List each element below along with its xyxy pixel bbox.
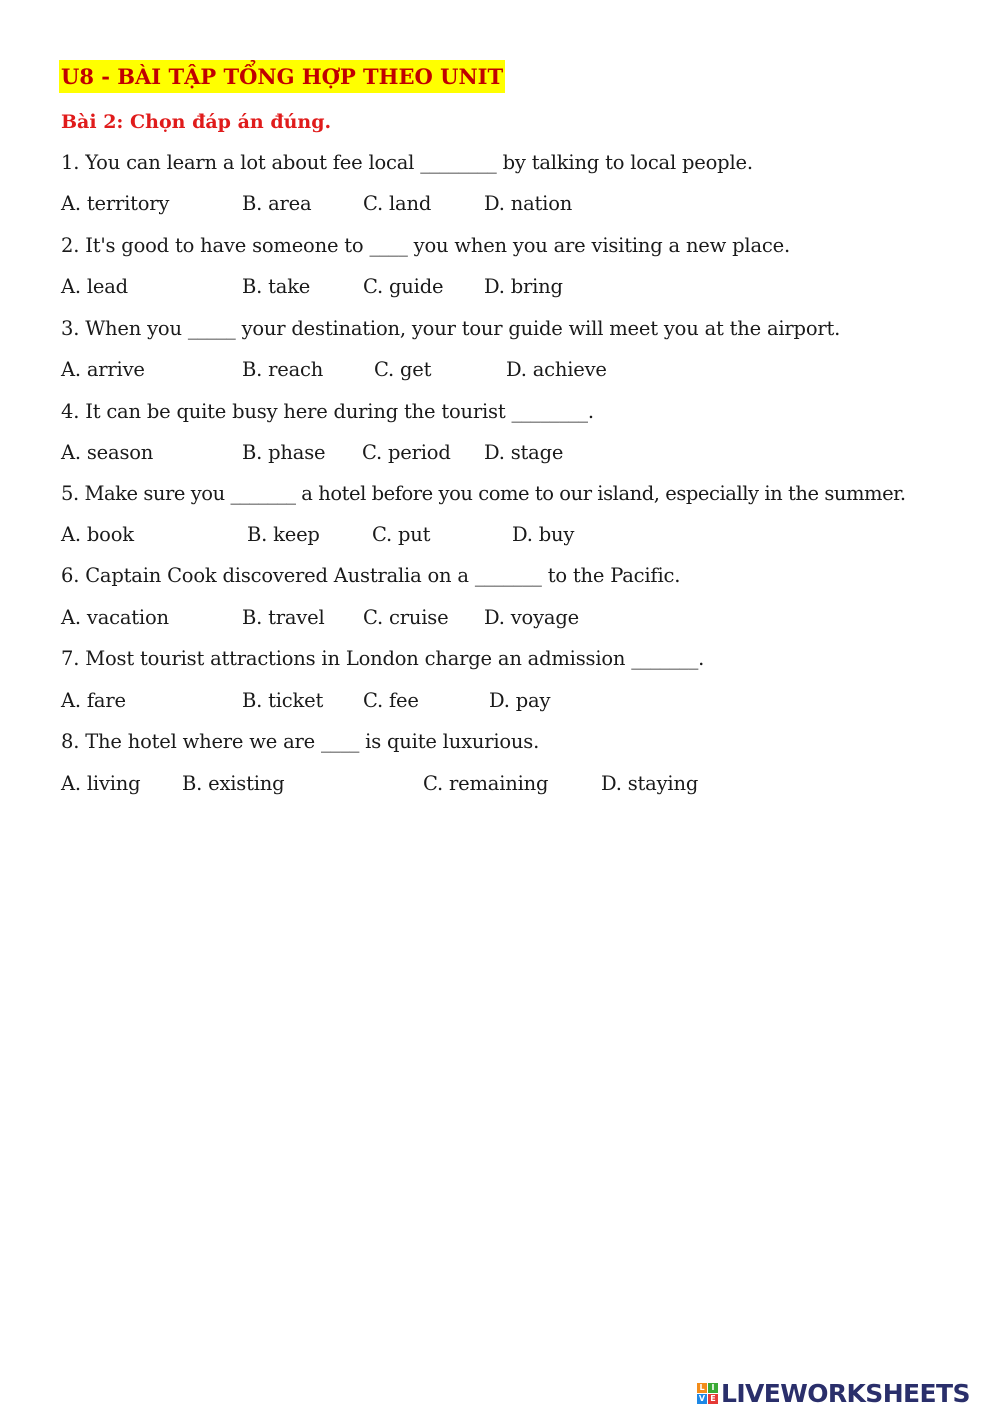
logo-text: LIVEWORKSHEETS xyxy=(721,1378,970,1408)
q6-option-b: B. travel xyxy=(242,606,325,629)
q2-option-a: A. lead xyxy=(61,275,128,298)
q2-option-c: C. guide xyxy=(363,275,444,298)
logo-mark-icon xyxy=(697,1383,718,1404)
exercise-heading: Bài 2: Chọn đáp án đúng. xyxy=(61,111,332,133)
q7-option-a: A. fare xyxy=(61,689,126,712)
q7-option-b: B. ticket xyxy=(242,689,324,712)
question-8: 8. The hotel where we are ____ is quite luxurious. xyxy=(61,730,540,753)
q4-option-a: A. season xyxy=(61,441,154,464)
q3-option-d: D. achieve xyxy=(506,358,607,381)
question-2: 2. It's good to have someone to ____ you when you are visiting a new place. xyxy=(61,234,790,257)
question-7: 7. Most tourist attractions in London charge an admission _______. xyxy=(61,647,705,670)
question-4: 4. It can be quite busy here during the tourist ________. xyxy=(61,400,594,423)
worksheet-title: U8 - BÀI TẬP TỔNG HỢP THEO UNIT xyxy=(59,60,505,93)
q3-option-c: C. get xyxy=(374,358,432,381)
q3-option-a: A. arrive xyxy=(61,358,145,381)
logo-mark-tile: V xyxy=(698,1393,706,1403)
q8-option-d: D. staying xyxy=(601,772,699,795)
question-3: 3. When you _____ your destination, your tour guide will meet you at the airport. xyxy=(61,317,841,340)
q1-option-d: D. nation xyxy=(484,192,573,215)
q3-option-b: B. reach xyxy=(242,358,324,381)
q5-option-c: C. put xyxy=(372,523,431,546)
question-6: 6. Captain Cook discovered Australia on a _______ to the Pacific. xyxy=(61,564,681,587)
question-1: 1. You can learn a lot about fee local ________ by talking to local people. xyxy=(61,151,753,174)
logo-mark-tile: I xyxy=(708,1383,718,1393)
question-5: 5. Make sure you _______ a hotel before you come to our island, especially in the summer. xyxy=(61,482,906,505)
q5-option-a: A. book xyxy=(61,523,134,546)
q8-option-b: B. existing xyxy=(182,772,285,795)
logo-mark-tile: L xyxy=(697,1383,707,1393)
q4-option-d: D. stage xyxy=(484,441,564,464)
q8-option-a: A. living xyxy=(61,772,141,795)
q2-option-d: D. bring xyxy=(484,275,563,298)
q4-option-c: C. period xyxy=(362,441,451,464)
liveworksheets-logo xyxy=(697,1378,970,1408)
q6-option-c: C. cruise xyxy=(363,606,449,629)
q8-option-c: C. remaining xyxy=(423,772,549,795)
q4-option-b: B. phase xyxy=(242,441,326,464)
q1-option-b: B. area xyxy=(242,192,312,215)
q7-option-c: C. fee xyxy=(363,689,419,712)
q7-option-d: D. pay xyxy=(489,689,551,712)
q5-option-d: D. buy xyxy=(512,523,575,546)
logo-mark-tile: E xyxy=(708,1394,718,1404)
q1-option-a: A. territory xyxy=(61,192,170,215)
q6-option-a: A. vacation xyxy=(61,606,169,629)
q6-option-d: D. voyage xyxy=(484,606,579,629)
q2-option-b: B. take xyxy=(242,275,311,298)
q1-option-c: C. land xyxy=(363,192,432,215)
q5-option-b: B. keep xyxy=(247,523,320,546)
